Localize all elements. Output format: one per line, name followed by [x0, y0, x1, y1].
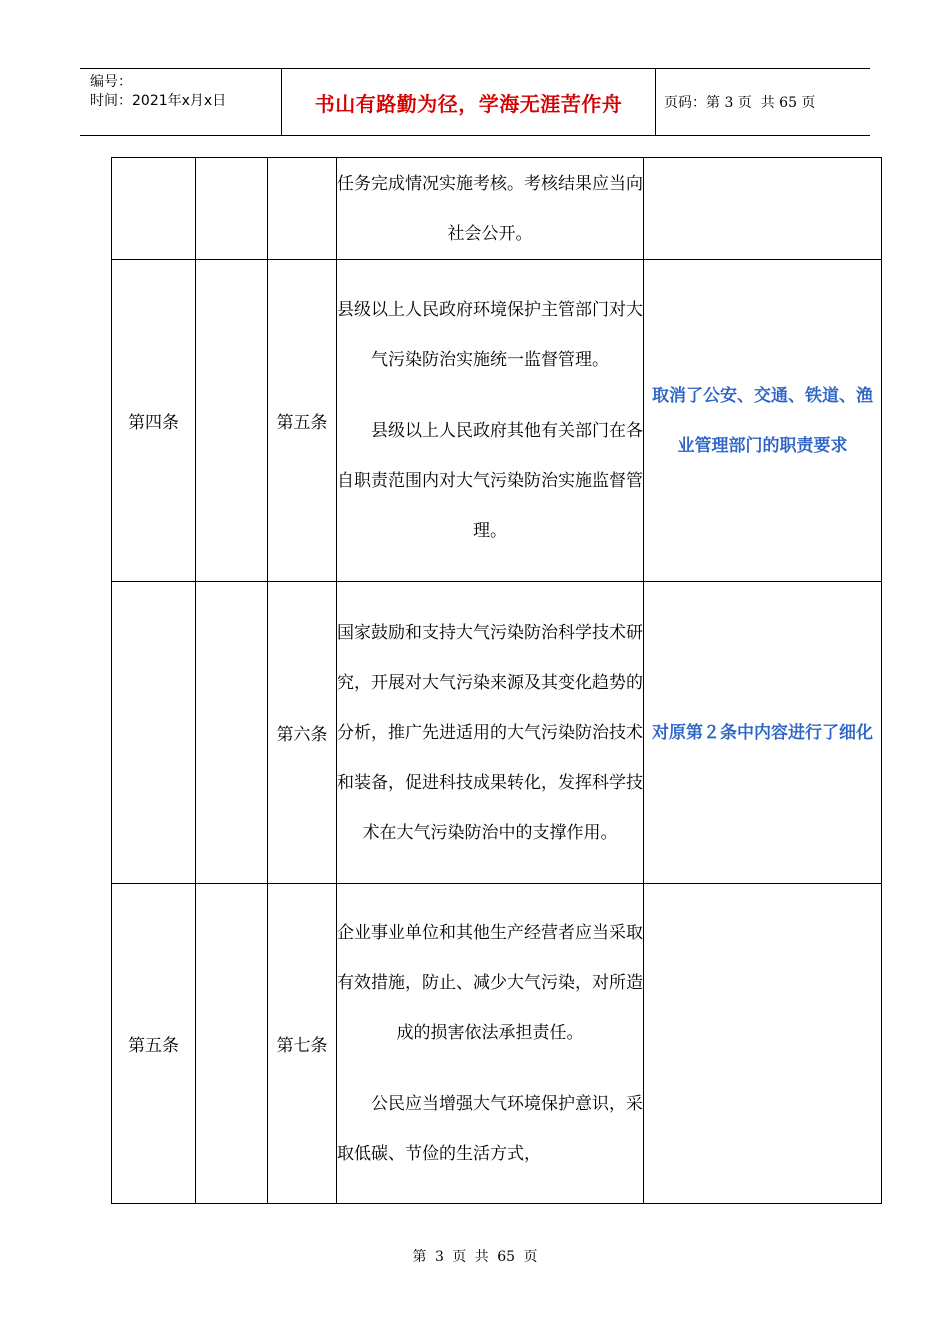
old-article-cell: [112, 158, 196, 260]
article-paragraph: 企业事业单位和其他生产经营者应当采取有效措施，防止、减少大气污染，对所造成的损害依法承担责任。: [337, 923, 643, 1043]
table-row: [112, 158, 882, 260]
old-article-cell: 第四条: [112, 260, 196, 582]
article-paragraph: 任务完成情况实施考核。考核结果应当向社会公开。: [337, 173, 643, 244]
page-header: [80, 68, 870, 136]
header-meta: [80, 69, 282, 135]
article-paragraph: 国家鼓励和支持大气污染防治科学技术研究，开展对大气污染来源及其变化趋势的分析，推广先进适用的大气污染防治技术和装备，促进科技成果转化，发挥科学技术在大气污染防治中的支撑作用。: [337, 622, 643, 843]
old-article-cell: 第五条: [112, 884, 196, 1204]
spacer-cell: [196, 158, 268, 260]
article-text-cell: [337, 158, 644, 260]
old-article-cell: [112, 582, 196, 884]
comparison-table: [111, 157, 882, 1204]
spacer-cell: [196, 582, 268, 884]
table-row: [112, 884, 882, 1204]
article-text-cell: [337, 582, 644, 884]
new-article-cell: 第六条: [268, 582, 337, 884]
header-page-info-text: 页码：第 3 页 共 65 页: [664, 95, 816, 111]
article-paragraph: 公民应当增强大气环境保护意识，采取低碳、节俭的生活方式，: [337, 1094, 643, 1164]
article-paragraph: 县级以上人民政府环境保护主管部门对大气污染防治实施统一监督管理。: [337, 300, 643, 370]
page-footer: 第 3 页 共 65 页: [412, 1249, 538, 1265]
revision-note-cell: 对原第２条中内容进行了细化: [644, 582, 882, 884]
new-article-cell: 第五条: [268, 260, 337, 582]
revision-note-cell: 取消了公安、交通、铁道、渔业管理部门的职责要求: [644, 260, 882, 582]
revision-note-cell: [644, 884, 882, 1204]
spacer-cell: [196, 260, 268, 582]
article-text-cell: [337, 884, 644, 1204]
new-article-cell: 第七条: [268, 884, 337, 1204]
table-row: [112, 260, 882, 582]
table-row: [112, 582, 882, 884]
revision-note-cell: [644, 158, 882, 260]
article-paragraph: 县级以上人民政府其他有关部门在各自职责范围内对大气污染防治实施监督管理。: [337, 421, 643, 541]
article-text-cell: [337, 260, 644, 582]
spacer-cell: [196, 884, 268, 1204]
new-article-cell: [268, 158, 337, 260]
document-time-label: 时间：2021年x月x日: [90, 93, 227, 109]
document-number-label: 编号：: [90, 74, 132, 90]
header-motto: 书山有路勤为径，学海无涯苦作舟: [282, 69, 656, 135]
header-page-info: [656, 69, 870, 135]
